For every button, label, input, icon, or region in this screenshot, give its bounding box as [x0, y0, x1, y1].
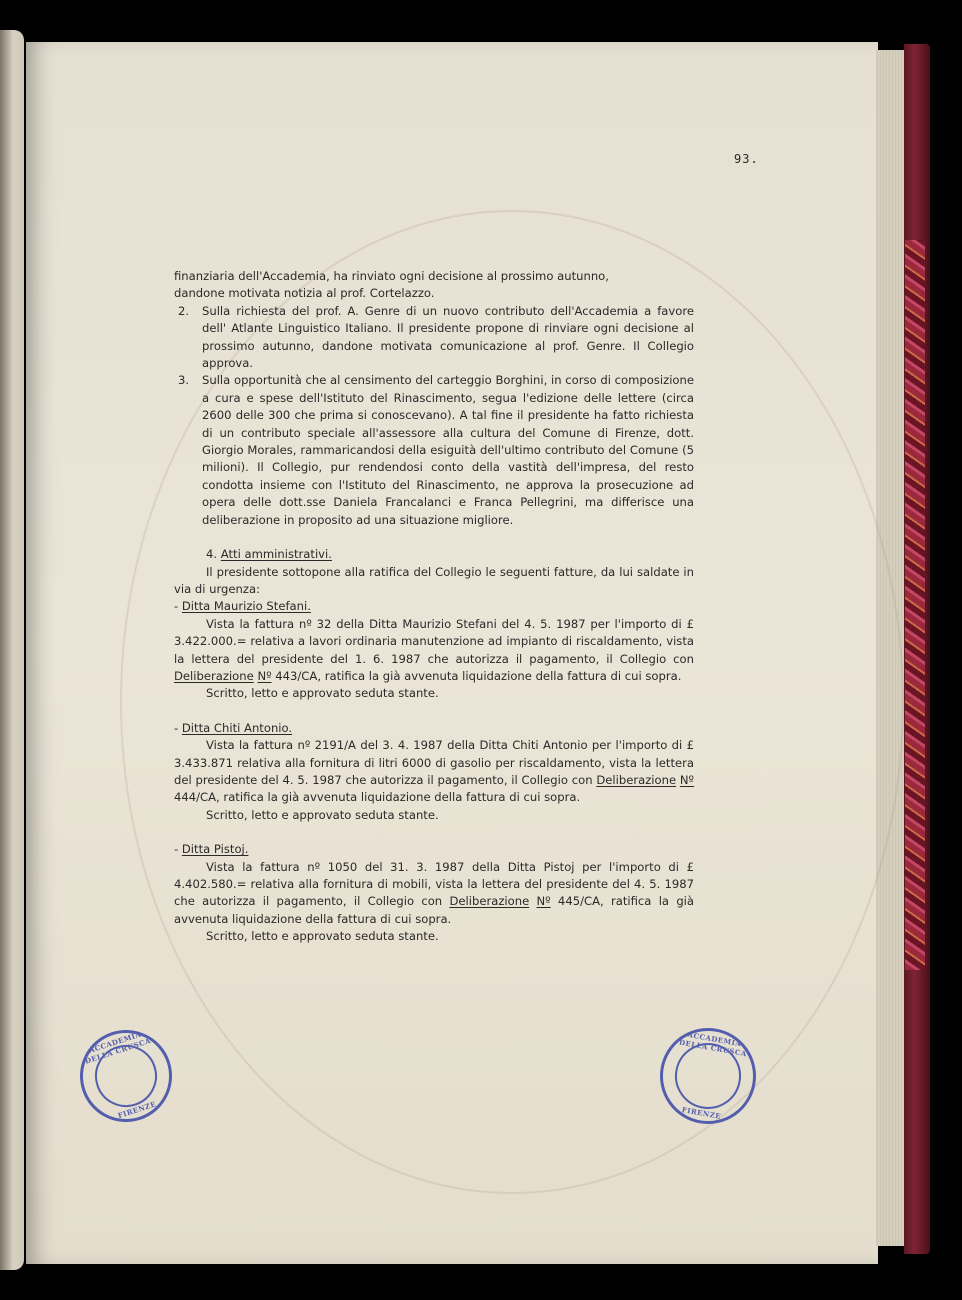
invoice-body [174, 616, 694, 686]
deliberazione-number-sign: Nº [679, 772, 694, 787]
deliberazione-number-sign: Nº [536, 894, 551, 909]
invoice-body [174, 859, 694, 929]
page-stack-edge [876, 50, 907, 1246]
intro-line-1: finanziaria dell'Accademia, ha rinviato ogni decisione al prossimo autunno, [174, 269, 609, 283]
invoice-heading [174, 720, 694, 737]
invoice-closing: Scritto, letto e approvato seduta stante. [206, 807, 439, 822]
marbled-edge [905, 240, 925, 970]
invoice-text: Vista la fattura nº 1050 del 31. 3. 1987 della Ditta Pistoj per l'importo di £ 4.402.580.= relativa alla fornitura di mobili, vista la lettera del presidente del 4. 5. 1987 che autorizza il pagamento, il Collegio con [174, 859, 694, 909]
document-body [174, 268, 694, 946]
list-item-3 [174, 372, 694, 529]
invoice-text: Vista la fattura nº 32 della Ditta Maurizio Stefani del 4. 5. 1987 per l'importo di £ 3.422.000.= relativa a lavori ordinaria manutenzione ad impianto di riscaldamento, vista la lettera del presidente del 1. 6. 1987 che autorizza il pagamento, il Collegio con [174, 616, 694, 666]
invoice-closing: Scritto, letto e approvato seduta stante. [206, 686, 439, 701]
list-item-text: Sulla richiesta del prof. A. Genre di un nuovo contributo dell'Accademia a favore dell' Atlante Linguistico Italiano. Il presidente propone di rinviare ogni decisione al prossimo autunno, dandone motivata comunicazione al prof. Genre. Il Collegio approva. [202, 303, 694, 371]
section-title: Atti amministrativi. [220, 547, 332, 562]
stamp-bottom-text: FIRENZE [116, 1099, 158, 1121]
invoice-text-end: 443/CA, ratifica la già avvenuta liquidazione della fattura di cui sopra. [271, 668, 682, 683]
section-heading [174, 546, 694, 563]
invoice-dash: - [174, 599, 182, 614]
invoice-body [174, 737, 694, 807]
invoice-title: Ditta Chiti Antonio. [181, 720, 293, 735]
list-item-2 [174, 303, 694, 373]
invoice-text: Vista la fattura nº 2191/A del 3. 4. 1987 della Ditta Chiti Antonio per l'importo di £ 3.433.871 relativa alla fornitura di litri 6000 di gasolio per riscaldamento, vista la lettera del presidente del 4. 5. 1987 che autorizza il pagamento, il Collegio con [174, 738, 694, 787]
stamp-top-text: ACCADEMIA DELLA CRUSCA [83, 1029, 152, 1066]
list-item-text: Sulla opportunità che al censimento del carteggio Borghini, in corso di composizione a cura e spese dell'Istituto del Rinascimento, segua l'edizione delle lettere (circa 2600 delle 300 che prima si conoscevano). A tal fine il presidente ha fatto richiesta di un contributo speciale all'assessore alla cultura del Comune di Firenze, dott. Giorgio Morales, rammaricandosi della esiguità dell'ultimo contributo del Comune (5 milioni). Il Collegio, pur rendendosi conto della vastità dell'impresa, del resto condotta insieme con l'Istituto del Rinascimento, ne approva la prosecuzione ad opera delle dott.sse Daniela Francalanci e Franca Pellegrini, ma differisce una deliberazione in proposito ad una situazione migliore. [202, 373, 694, 527]
invoice-text-end: 445/CA, ratifica la già avvenuta liquidazione della fattura di cui sopra. [174, 894, 695, 926]
section-intro: Il presidente sottopone alla ratifica del Collegio le seguenti fatture, da lui saldate in via di urgenza: [174, 564, 694, 596]
deliberazione-label: Deliberazione [174, 668, 254, 683]
invoice-title: Ditta Maurizio Stefani. [181, 599, 311, 614]
spacer [174, 824, 694, 841]
list-item-number: 3. [178, 373, 190, 388]
page-number: 93. [734, 152, 759, 166]
deliberazione-label: Deliberazione [596, 772, 677, 787]
left-page-edge [0, 30, 24, 1270]
invoice-text-end: 444/CA, ratifica la già avvenuta liquidazione della fattura di cui sopra. [174, 790, 581, 805]
invoice-dash: - [174, 720, 182, 735]
invoice-heading [174, 598, 694, 615]
spacer [174, 703, 694, 720]
invoice-title: Ditta Pistoj. [181, 842, 249, 857]
invoice-heading [174, 841, 694, 858]
invoice-closing: Scritto, letto e approvato seduta stante. [206, 929, 439, 944]
invoice-dash: - [174, 842, 182, 857]
section-number: 4. [206, 547, 218, 562]
deliberazione-label: Deliberazione [449, 894, 530, 909]
spacer [174, 529, 694, 546]
intro-line-2: dandone motivata notizia al prof. Cortelazzo. [174, 286, 435, 301]
stamp-bottom-text: FIRENZE [681, 1105, 722, 1121]
deliberazione-number-sign: Nº [257, 668, 272, 683]
list-item-number: 2. [178, 303, 190, 318]
stamp-top-text: ACCADEMIA DELLA CRUSCA [678, 1029, 748, 1059]
